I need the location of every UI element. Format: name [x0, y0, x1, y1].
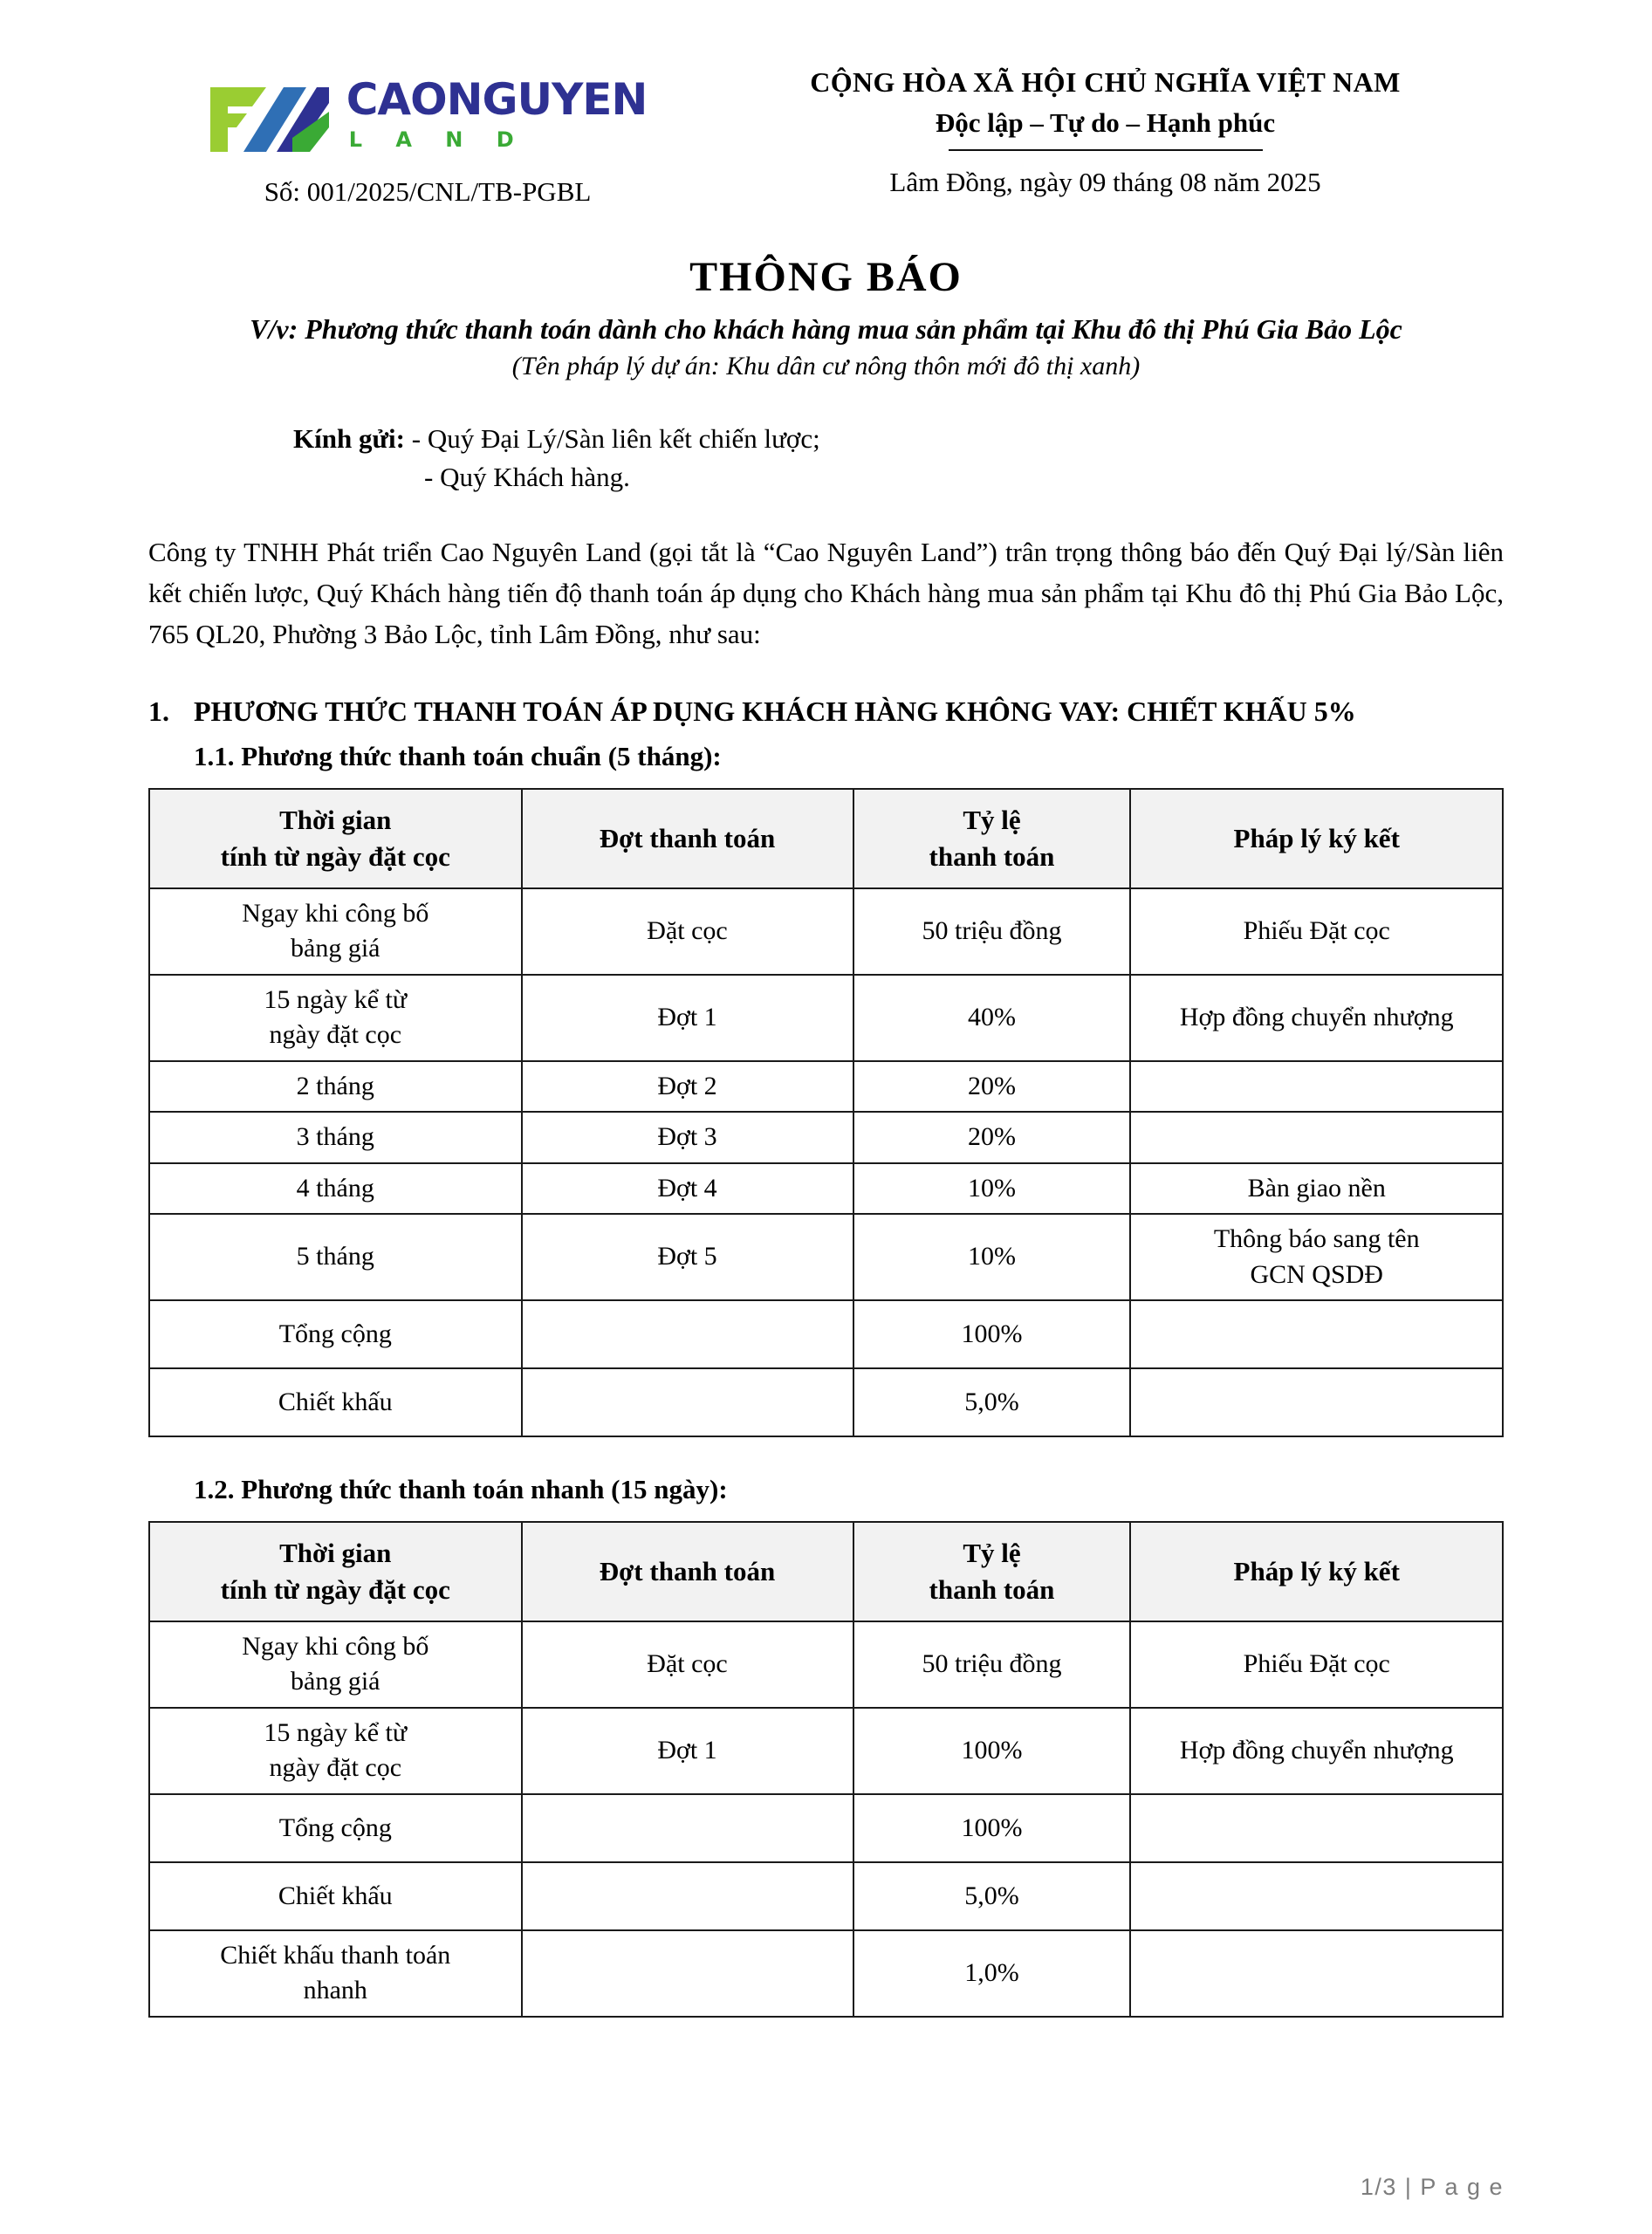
cell-fast-discount-value: 1,0%: [853, 1930, 1131, 2017]
cell-total-legal: [1130, 1794, 1503, 1862]
cell-time: 5 tháng: [149, 1214, 522, 1300]
cell-discount-value: 5,0%: [853, 1368, 1131, 1436]
cell-installment: Đợt 1: [522, 1708, 853, 1794]
cell-time: [149, 1621, 522, 1708]
cell-legal-line1: Thông báo sang tên: [1213, 1224, 1420, 1254]
document-subject: V/v: Phương thức thanh toán dành cho khách hàng mua sản phẩm tại Khu đô thị Phú Gia Bảo Lộc: [250, 313, 1402, 345]
cell-installment: Đợt 4: [522, 1163, 853, 1215]
cell-time-line1: Ngay khi công bố: [242, 898, 429, 928]
column-header-time-line1: Thời gian: [279, 804, 392, 835]
cell-total-value: 100%: [853, 1794, 1131, 1862]
cell-fast-discount-legal: [1130, 1930, 1503, 2017]
cell-fast-discount-installment: [522, 1930, 853, 2017]
cell-time: [149, 975, 522, 1061]
table-row: [149, 888, 1503, 975]
column-header-rate-line1: Tỷ lệ: [963, 1538, 1021, 1569]
table-row: [149, 975, 1503, 1061]
column-header-rate-line2: thanh toán: [929, 1573, 1055, 1605]
header-right-block: [707, 61, 1504, 198]
column-header-time: [149, 789, 522, 888]
cell-rate: 10%: [853, 1163, 1131, 1215]
cell-legal: [1130, 1112, 1503, 1163]
page-title: THÔNG BÁO: [689, 254, 963, 300]
title-block: [148, 253, 1504, 381]
cell-legal: Phiếu Đặt cọc: [1130, 1621, 1503, 1708]
cell-legal: Bàn giao nền: [1130, 1163, 1503, 1215]
cell-legal: Phiếu Đặt cọc: [1130, 888, 1503, 975]
cell-fast-discount-label-line2: nhanh: [303, 1976, 367, 2005]
cell-time: [149, 1708, 522, 1794]
cell-legal: Hợp đồng chuyển nhượng: [1130, 975, 1503, 1061]
recipients-block: [148, 420, 1504, 497]
table-row-total: [149, 1794, 1503, 1862]
cell-time: 4 tháng: [149, 1163, 522, 1215]
column-header-time-line2: tính từ ngày đặt cọc: [220, 840, 450, 872]
national-heading: CỘNG HÒA XÃ HỘI CHỦ NGHĨA VIỆT NAM: [810, 66, 1401, 98]
cell-discount-label: Chiết khấu: [149, 1368, 522, 1436]
national-motto: Độc lập – Tự do – Hạnh phúc: [935, 107, 1276, 138]
cell-total-value: 100%: [853, 1300, 1131, 1368]
table-row-discount: [149, 1368, 1503, 1436]
column-header-legal: Pháp lý ký kết: [1130, 789, 1503, 888]
subsection-1-1-heading: 1.1. Phương thức thanh toán chuẩn (5 tháng):: [194, 740, 722, 771]
recipient-2: - Quý Khách hàng.: [424, 462, 630, 493]
logo-wordmark: [346, 73, 648, 152]
payment-schedule-table-fast: [148, 1521, 1504, 2018]
cell-fast-discount-label: [149, 1930, 522, 2017]
cell-fast-discount-label-line1: Chiết khấu thanh toán: [220, 1940, 451, 1970]
cell-discount-installment: [522, 1368, 853, 1436]
cell-time: [149, 888, 522, 975]
cell-installment: Đợt 1: [522, 975, 853, 1061]
cell-rate: 10%: [853, 1214, 1131, 1300]
recipients-label: Kính gửi:: [293, 423, 405, 454]
recipient-line-2: [293, 458, 1504, 497]
cell-discount-legal: [1130, 1368, 1503, 1436]
cell-discount-installment: [522, 1862, 853, 1930]
place-date-line: Lâm Đồng, ngày 09 tháng 08 năm 2025: [889, 167, 1321, 197]
cell-rate: 50 triệu đồng: [853, 888, 1131, 975]
recipient-line-1: [293, 420, 1504, 458]
cell-total-installment: [522, 1794, 853, 1862]
column-header-time-line1: Thời gian: [279, 1538, 392, 1569]
cell-discount-legal: [1130, 1862, 1503, 1930]
logo-company-subname: L A N D: [348, 127, 527, 152]
table-row: [149, 1708, 1503, 1794]
table-row: [149, 1163, 1503, 1215]
cell-time-line2: bảng giá: [291, 934, 380, 963]
table-row-total: [149, 1300, 1503, 1368]
cell-installment: Đặt cọc: [522, 1621, 853, 1708]
logo-company-name: CAONGUYEN: [346, 73, 648, 125]
document-subject-note: (Tên pháp lý dự án: Khu dân cư nông thôn mới đô thị xanh): [511, 352, 1141, 380]
column-header-time-line2: tính từ ngày đặt cọc: [220, 1573, 450, 1605]
cell-total-legal: [1130, 1300, 1503, 1368]
cell-installment: Đợt 2: [522, 1061, 853, 1113]
header-left-block: [148, 61, 707, 208]
column-header-time: [149, 1522, 522, 1621]
cell-time: 2 tháng: [149, 1061, 522, 1113]
cell-time-line2: ngày đặt cọc: [269, 1753, 402, 1783]
section-1-number: 1.: [148, 696, 169, 728]
table-header-row: [149, 1522, 1503, 1621]
document-header: [148, 61, 1504, 208]
cell-rate: 100%: [853, 1708, 1131, 1794]
body-paragraph: Công ty TNHH Phát triển Cao Nguyên Land (gọi tắt là “Cao Nguyên Land”) trân trọng thông báo đến Quý Đại lý/Sàn liên kết chiến lược, Quý Khách hàng tiến độ thanh toán áp dụng cho Khách hàng mua sản phẩm tại Khu đô thị Phú Gia Bảo Lộc, 765 QL20, Phường 3 Bảo Lộc, tỉnh Lâm Đồng, như sau:: [148, 537, 1504, 650]
column-header-rate: [853, 1522, 1131, 1621]
cell-rate: 40%: [853, 975, 1131, 1061]
cell-legal-line2: GCN QSDĐ: [1250, 1259, 1383, 1289]
column-header-rate-line2: thanh toán: [929, 840, 1055, 872]
cell-discount-label: Chiết khấu: [149, 1862, 522, 1930]
cell-installment: Đặt cọc: [522, 888, 853, 975]
document-number: Số: 001/2025/CNL/TB-PGBL: [264, 176, 592, 207]
payment-schedule-table-standard: [148, 788, 1504, 1437]
column-header-rate: [853, 789, 1131, 888]
cell-legal: [1130, 1061, 1503, 1113]
section-1-text: PHƯƠNG THỨC THANH TOÁN ÁP DỤNG KHÁCH HÀNG KHÔNG VAY: CHIẾT KHẤU 5%: [194, 696, 1356, 728]
table-row: [149, 1621, 1503, 1708]
table-row-discount: [149, 1862, 1503, 1930]
cell-rate: 20%: [853, 1112, 1131, 1163]
table-row: [149, 1061, 1503, 1113]
table-row: [149, 1112, 1503, 1163]
page-footer: 1/3 | P a g e: [1360, 2174, 1504, 2200]
cell-installment: Đợt 5: [522, 1214, 853, 1300]
column-header-rate-line1: Tỷ lệ: [963, 804, 1021, 835]
section-1-heading: [148, 693, 1504, 730]
cell-installment: Đợt 3: [522, 1112, 853, 1163]
company-logo: [209, 73, 648, 154]
cell-time: 3 tháng: [149, 1112, 522, 1163]
cell-time-line1: 15 ngày kể từ: [264, 984, 408, 1014]
cell-discount-value: 5,0%: [853, 1862, 1131, 1930]
cell-time-line2: bảng giá: [291, 1667, 380, 1696]
cell-legal: [1130, 1214, 1503, 1300]
header-divider: [949, 149, 1263, 151]
table-header-row: [149, 789, 1503, 888]
cell-legal: Hợp đồng chuyển nhượng: [1130, 1708, 1503, 1794]
cell-time-line1: Ngay khi công bố: [242, 1631, 429, 1661]
cell-time-line1: 15 ngày kể từ: [264, 1717, 408, 1747]
cell-rate: 50 triệu đồng: [853, 1621, 1131, 1708]
cell-total-label: Tổng cộng: [149, 1300, 522, 1368]
cell-total-label: Tổng cộng: [149, 1794, 522, 1862]
caonguyen-land-logo-mark: [209, 73, 331, 154]
column-header-installment: Đợt thanh toán: [522, 789, 853, 888]
table-row: [149, 1214, 1503, 1300]
cell-total-installment: [522, 1300, 853, 1368]
cell-rate: 20%: [853, 1061, 1131, 1113]
column-header-legal: Pháp lý ký kết: [1130, 1522, 1503, 1621]
cell-time-line2: ngày đặt cọc: [269, 1020, 402, 1050]
subsection-1-2-heading: 1.2. Phương thức thanh toán nhanh (15 ngày):: [194, 1474, 728, 1505]
column-header-installment: Đợt thanh toán: [522, 1522, 853, 1621]
table-row-fast-discount: [149, 1930, 1503, 2017]
recipient-1: - Quý Đại Lý/Sàn liên kết chiến lược;: [411, 423, 820, 454]
